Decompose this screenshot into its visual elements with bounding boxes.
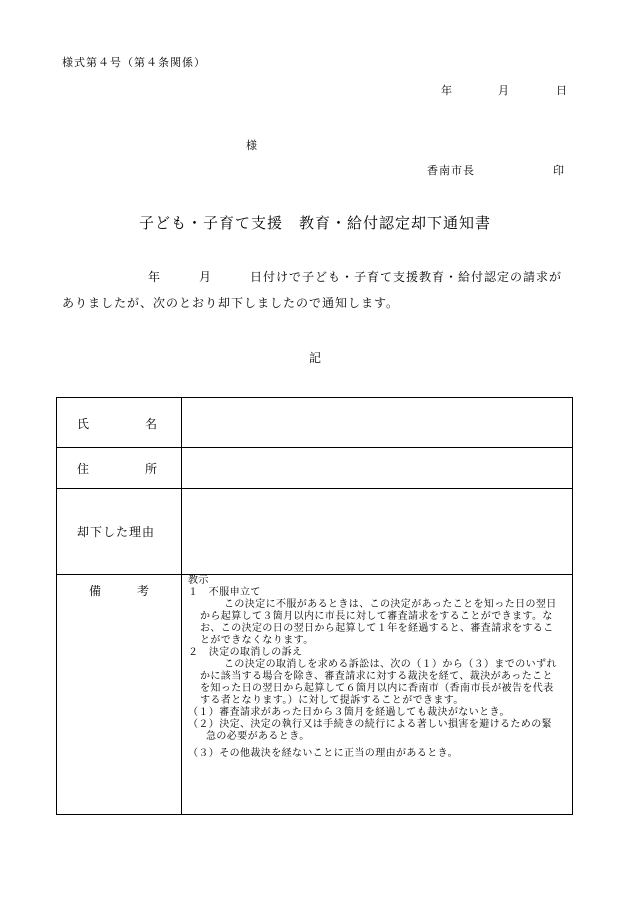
- remarks-item-1-title: １ 不服申立て: [188, 587, 261, 598]
- seal-mark: 印: [553, 164, 564, 177]
- remarks-label-char-1: 備: [89, 584, 102, 598]
- remarks-item-2-body: この決定の取消しを求める訴訟は、次の（１）から（３）までのいずれかに該当する場合を除き、審査請求に対する裁決を経て、裁決があったことを知った日の翌日から起算して６箇月以内に香南市（香南市長が被告を代表する者となります。）に対して提訴することができます。: [200, 659, 557, 706]
- name-label-cell: [57, 398, 182, 447]
- reason-value-cell[interactable]: [182, 488, 572, 574]
- name-label-char-2: 名: [144, 417, 157, 431]
- notice-line-1-text: 日付けで子ども・子育て支援教育・給付認定の請求が: [250, 270, 563, 284]
- remarks-sub-3: （３）その他裁決を経ないことに正当の理由があるとき。: [188, 748, 458, 759]
- reason-label-cell: [57, 488, 182, 574]
- remarks-item-2-title: ２ 決定の取消しの訴え: [188, 647, 303, 658]
- reason-label: 却下した理由: [77, 525, 156, 539]
- notice-year: 年: [148, 270, 162, 284]
- name-value-cell[interactable]: [182, 398, 572, 447]
- address-row: [57, 447, 572, 489]
- remarks-notes: [188, 575, 562, 760]
- notice-month: 月: [199, 270, 213, 284]
- form-number: 様式第４号（第４条関係）: [62, 56, 206, 69]
- address-value-cell[interactable]: [182, 447, 572, 488]
- remarks-item-1-body: この決定に不服があるときは、この決定があったことを知った日の翌日から起算して３箇月以内に市長に対して審査請求をすることができます。なお、この決定の日の翌日から起算して１年を経過すると、審査請求をすることができなくなります。: [200, 599, 557, 646]
- address-label-char-2: 所: [144, 462, 157, 476]
- date-day-label: 日: [556, 84, 567, 97]
- notice-line-2: ありましたが、次のとおり却下しましたので通知します。: [62, 296, 400, 310]
- address-label: [77, 460, 157, 477]
- notice-body: [62, 264, 572, 316]
- remarks-sub-1: （１）審査請求があった日から３箇月を経過しても裁決がないとき。: [188, 707, 510, 718]
- name-label: [77, 415, 157, 432]
- remarks-value-cell: [182, 574, 572, 814]
- remarks-label-char-2: 考: [136, 584, 149, 598]
- remarks-heading: 教示: [188, 575, 209, 586]
- name-row: [57, 398, 572, 448]
- address-label-char-1: 住: [77, 462, 90, 476]
- date-year-label: 年: [441, 84, 452, 97]
- ki-heading: 記: [308, 351, 321, 365]
- address-label-cell: [57, 447, 182, 488]
- notice-table: [56, 397, 573, 815]
- document-title: 子ども・子育て支援 教育・給付認定却下通知書: [138, 214, 491, 232]
- notice-line-1: [62, 264, 572, 290]
- remarks-label: [89, 582, 149, 599]
- addressee-suffix: 様: [246, 139, 257, 152]
- name-label-char-1: 氏: [77, 417, 90, 431]
- reason-row: [57, 488, 572, 575]
- issuer-name: 香南市長: [427, 164, 475, 177]
- remarks-row: [57, 574, 572, 814]
- remarks-sub-2: （２）決定、決定の執行又は手続きの続行による著しい損害を避けるための緊急の必要があるとき。: [188, 719, 552, 742]
- remarks-label-cell: [57, 574, 182, 814]
- date-month-label: 月: [498, 84, 509, 97]
